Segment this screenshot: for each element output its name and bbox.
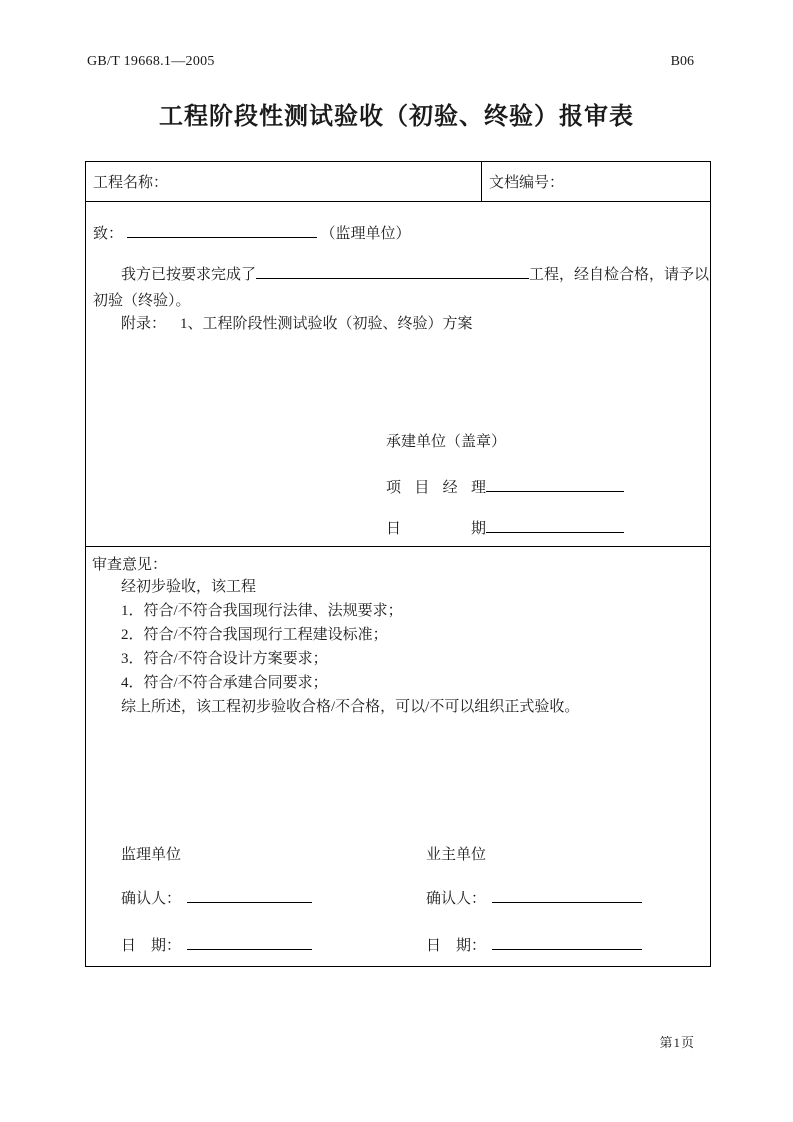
to-label: 致：: [93, 226, 124, 242]
supervisor-unit-label: 监理单位: [121, 847, 182, 863]
info-row: [86, 162, 710, 202]
owner-date-line: [426, 934, 642, 955]
supervisor-confirm-blank[interactable]: [187, 887, 312, 903]
owner-confirm-label: 确认人：: [426, 891, 487, 907]
body-prefix: 我方已按要求完成了: [121, 267, 257, 283]
owner-confirm-blank[interactable]: [492, 887, 642, 903]
review-item: 3．符合/不符合设计方案要求；: [121, 651, 328, 667]
supervisor-date-label: 日 期：: [121, 938, 182, 954]
sign-date-label: 日期: [386, 521, 486, 537]
project-name-cell: [86, 162, 482, 201]
review-conclusion: 综上所述，该工程初步验收合格/不合格，可以/不可以组织正式验收。: [121, 699, 580, 715]
owner-date-blank[interactable]: [492, 934, 642, 950]
review-section: [86, 547, 710, 966]
owner-date-label: 日 期：: [426, 938, 487, 954]
standard-code: GB/T 19668.1—2005: [87, 54, 215, 69]
doc-number-cell: [482, 162, 710, 201]
to-suffix: （监理单位）: [320, 226, 411, 242]
review-item: 2．符合/不符合我国现行工程建设标准；: [121, 627, 388, 643]
pm-label: 项目经理: [386, 480, 486, 496]
owner-confirm-line: [426, 887, 642, 908]
body-continue: 初验（终验）。: [93, 293, 191, 309]
review-intro: 经初步验收，该工程: [121, 579, 257, 595]
owner-unit-label: 业主单位: [426, 847, 487, 863]
page-title: 工程阶段性测试验收（初验、终验）报审表: [159, 104, 634, 130]
project-blank[interactable]: [256, 263, 529, 279]
sign-date-line: [386, 517, 624, 538]
review-heading: 审查意见：: [92, 557, 168, 573]
sign-date-blank[interactable]: [486, 517, 624, 533]
supervisor-date-blank[interactable]: [187, 934, 312, 950]
page-number: 第1页: [659, 1035, 695, 1050]
review-body: [121, 575, 579, 719]
body-line2: [93, 289, 191, 310]
contractor-stamp-label: 承建单位（盖章）: [386, 434, 507, 450]
request-section: [86, 202, 710, 547]
to-blank[interactable]: [127, 222, 317, 238]
supervisor-confirm-line: [121, 887, 312, 908]
review-item: 1．符合/不符合我国现行法律、法规要求；: [121, 603, 403, 619]
appendix-label: 附录：: [121, 316, 167, 332]
form-code: B06: [670, 54, 694, 69]
body-suffix: 工程，经自检合格，请予以: [529, 267, 710, 283]
supervisor-date-line: [121, 934, 312, 955]
project-name-label: 工程名称：: [93, 175, 169, 191]
form-table: [85, 161, 711, 967]
review-item: 4．符合/不符合承建合同要求；: [121, 675, 328, 691]
body-line1: [121, 263, 709, 284]
to-line: [93, 222, 411, 243]
doc-number-label: 文档编号：: [489, 175, 565, 191]
pm-line: [386, 476, 624, 497]
pm-blank[interactable]: [486, 476, 624, 492]
appendix-item: 1、工程阶段性测试验收（初验、终验）方案: [180, 316, 473, 332]
appendix-line: [121, 312, 473, 333]
supervisor-confirm-label: 确认人：: [121, 891, 182, 907]
